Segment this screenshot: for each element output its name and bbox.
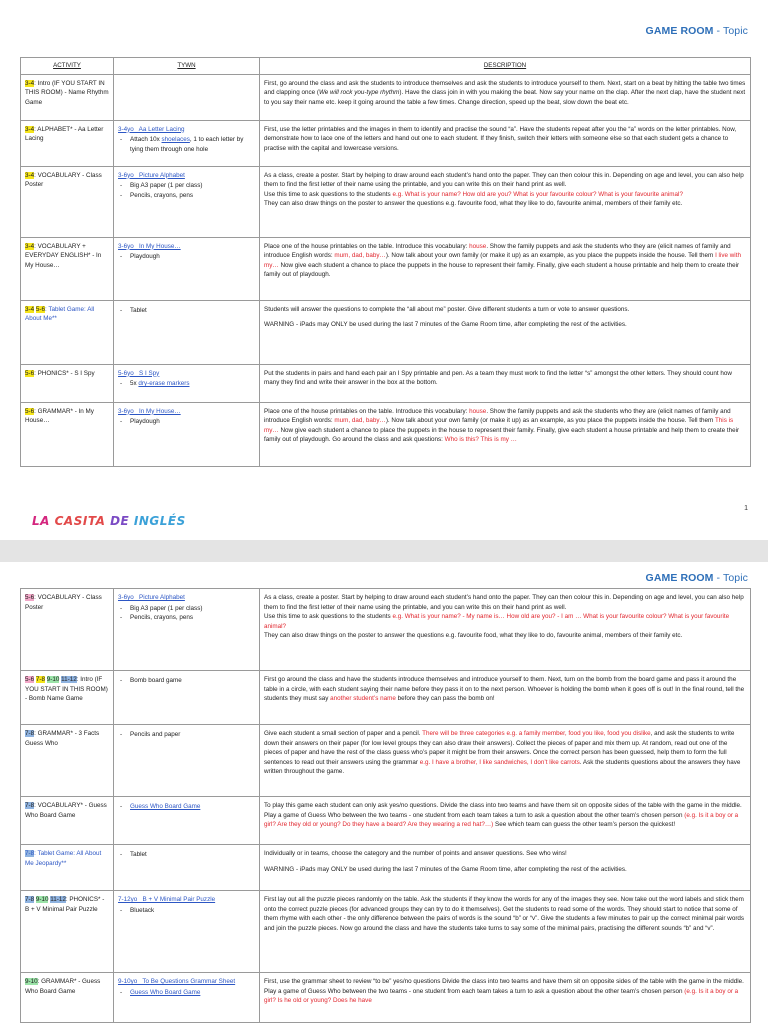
activity-title: : Intro (IF YOU START IN THIS ROOM) - Name Rhythm Game <box>25 79 109 106</box>
activity-title: : VOCABULARY + EVERYDAY ENGLISH* - In My House… <box>25 242 102 269</box>
tywn-item: - Tablet <box>118 850 255 860</box>
dry-erase-markers-link[interactable]: dry-erase markers <box>138 380 190 388</box>
activity-title: : GRAMMAR* - In My House… <box>25 407 94 425</box>
activity-title: : Tablet Game: All About Me** <box>25 305 95 323</box>
tywn-resource-link[interactable]: 3-4yo_ Aa Letter Lacing <box>118 125 185 133</box>
activity-cell <box>21 74 114 120</box>
age-tag: 7-8 <box>25 896 35 903</box>
tywn-item: - Playdough <box>118 252 255 262</box>
tywn-cell <box>114 891 260 973</box>
column-header-activity: ACTIVITY <box>21 58 114 75</box>
document-page-2 <box>0 562 768 1024</box>
table-row <box>21 845 751 891</box>
activity-cell <box>21 725 114 797</box>
description-cell: Students will answer the questions to complete the “all about me” poster. Give different students a turn or vote to answer questions. WARNING - iPads may ONLY be used during the last 7 minutes of the Game Room time, after completing the rest of the activities. <box>260 300 751 364</box>
description-cell: First go around the class and have the students introduce themselves and introduce yourself to them. Next, turn on the bomb from the board game and pass it around the table in a circle, with each student saying their name before they pass it on to the next person. Whoever is holding the bomb when it goes off is out! In the final round, tell the students they must say another student’s name before they can pass the bomb on! <box>260 671 751 725</box>
activity-cell <box>21 589 114 671</box>
age-tag: 11-12 <box>61 676 77 683</box>
table-header-row <box>21 58 751 75</box>
activity-table <box>20 588 751 1023</box>
description-cell: To play this game each student can only ask yes/no questions. Divide the class into two teams and have them sit on opposite sides of the table with the game in the middle. Play a game of Guess Who between the two teams - one student from each team takes a turn to ask a question about the other team’s chosen person (e.g. Is it a boy or a girl? Are they old or young? Do they have a beard? Are they wearing a red hat?…) See which team can guess the other team’s person the quickest! <box>260 797 751 845</box>
tywn-item: - Bomb board game <box>118 676 255 686</box>
table-row <box>21 725 751 797</box>
table-row <box>21 671 751 725</box>
description-cell: First, go around the class and ask the students to introduce themselves and ask the students to introduce yourself to them. Next, start on a beat by hitting the table two times and clapping once (We will rock you-type rhythm). Have the class join in with you making the beat. Now say your name on the clap. After the next clap, have the student next to you say their name etc. keep it going around the table a few times. Change direction, speed up the beat, slow down the beat etc. <box>260 74 751 120</box>
age-tag: 7-8 <box>25 802 35 809</box>
activity-title: : GRAMMAR* - 3 Facts Guess Who <box>25 730 100 747</box>
tywn-cell <box>114 300 260 364</box>
activity-cell <box>21 300 114 364</box>
tywn-item <box>118 988 255 998</box>
table-row <box>21 402 751 466</box>
age-tag: 7-8 <box>25 850 35 857</box>
age-tag: 3-4 <box>25 171 35 179</box>
age-tag: 5-6 <box>25 676 35 683</box>
description-cell: First, use the grammar sheet to review “to be” yes/no questions Divide the class into two teams and have them sit on opposite sides of the table with the game in the middle. Play a game of Guess Who between the two teams - one student from each team takes a turn to ask a question about the other team’s chosen person (e.g. Is it a boy or a girl? Is he old or young? Does he have <box>260 973 751 1023</box>
guess-who-board-game-link[interactable]: Guess Who Board Game <box>130 988 201 996</box>
tywn-item <box>118 802 255 812</box>
activity-title: : Intro (IF YOU START IN THIS ROOM) - Bomb Name Game <box>25 676 108 703</box>
activity-title: : PHONICS* - B + V Minimal Pair Puzzle <box>25 896 105 913</box>
table-row <box>21 166 751 237</box>
tywn-cell <box>114 797 260 845</box>
table-row <box>21 891 751 973</box>
tywn-cell <box>114 671 260 725</box>
table-row <box>21 364 751 402</box>
description-cell: As a class, create a poster. Start by helping to draw around each student’s hand onto the paper. They can then colour this in. Depending on age and level, you can also help them to find the first letter of their name using the printable, and you can write this on their hand print as well. Use this time to ask questions to the students e.g. What is your name? - My name is… How old are you? - I am … What is your favourite colour? What is your favourite animal? They can also draw things on the poster to answer the questions e.g. favourite food, what they like to do, favourite animal, members of their family etc. <box>260 589 751 671</box>
page-separator <box>0 540 768 562</box>
tywn-item: - Big A3 paper (1 per class) <box>118 604 255 614</box>
shoelaces-link[interactable]: shoelaces <box>161 136 190 144</box>
age-tag: 9-10 <box>35 896 49 903</box>
tywn-resource-link[interactable]: 3-6yo_ In My House… <box>118 407 181 415</box>
activity-table <box>20 57 751 467</box>
tywn-cell <box>114 725 260 797</box>
tywn-resource-link[interactable]: 3-6yo_ Picture Alphabet <box>118 171 185 179</box>
page-header: GAME ROOM - Topic <box>645 25 748 37</box>
activity-title: : VOCABULARY* - Guess Who Board Game <box>25 802 107 819</box>
description-cell: Individually or in teams, choose the category and the number of points and answer questions. See who wins! WARNING - iPads may ONLY be used during the last 7 minutes of the Game Room time, after completing the rest of the activities. <box>260 845 751 891</box>
tywn-item: - Pencils and paper <box>118 730 255 740</box>
tywn-resource-link[interactable]: 5-6yo_ S I Spy <box>118 369 160 377</box>
activity-title: : VOCABULARY - Class Poster <box>25 171 102 189</box>
activity-title: : ALPHABET* - Aa Letter Lacing <box>25 125 104 143</box>
tywn-item: - Pencils, crayons, pens <box>118 191 255 201</box>
age-tag: 3-4 <box>25 79 35 87</box>
tywn-item: - Big A3 paper (1 per class) <box>118 181 255 191</box>
tywn-cell <box>114 364 260 402</box>
activity-cell <box>21 237 114 300</box>
activity-title: : Tablet Game: All About Me Jeopardy** <box>25 850 102 867</box>
table-row <box>21 74 751 120</box>
table-row <box>21 300 751 364</box>
activity-cell <box>21 845 114 891</box>
age-tag: 9-10 <box>46 676 60 683</box>
tywn-cell <box>114 120 260 166</box>
description-cell: Put the students in pairs and hand each pair an I Spy printable and pen. As a team they must work to find the letter “s” amongst the other letters. They should count how many they find and write their answer in the box at the bottom. <box>260 364 751 402</box>
tywn-cell <box>114 74 260 120</box>
activity-cell <box>21 973 114 1023</box>
tywn-item: - 5x dry-erase markers <box>118 379 255 389</box>
tywn-cell <box>114 402 260 466</box>
age-tag: 5-6 <box>25 594 35 601</box>
table-row <box>21 589 751 671</box>
description-cell: First, use the letter printables and the images in them to identify and practise the sound “a”. Have the students repeat after you the “a” words on the letter printables. Now, demonstrate how to lace one of the letters and hand out one to each student. If they finish, switch their letters with someone else so that each student gets a chance to practise with the capital and lowercase versions. <box>260 120 751 166</box>
activity-cell <box>21 166 114 237</box>
table-row <box>21 797 751 845</box>
tywn-cell <box>114 845 260 891</box>
activity-cell <box>21 364 114 402</box>
activity-cell <box>21 671 114 725</box>
column-header-description: DESCRIPTION <box>260 58 751 75</box>
page-header: GAME ROOM - Topic <box>645 572 748 584</box>
column-header-tywn: TYWN <box>114 58 260 75</box>
age-tag: 3-4 <box>25 242 35 250</box>
tywn-cell <box>114 166 260 237</box>
activity-title: : PHONICS* - S I Spy <box>34 369 95 377</box>
tywn-item: - Tablet <box>118 306 255 316</box>
tywn-cell <box>114 237 260 300</box>
description-cell: As a class, create a poster. Start by helping to draw around each student’s hand onto the paper. They can then colour this in. Depending on age and level, you can also help them to find the first letter of their name using the printable, and you can write this on their hand print as well. Use this time to ask questions to the students e.g. What is your name? How old are you? What is your favourite colour? What is your favourite animal? They can also draw things on the poster to answer the questions e.g. favourite food, what they like to do, favourite animal, members of their family etc. <box>260 166 751 237</box>
tywn-item: - Playdough <box>118 417 255 427</box>
activity-cell <box>21 891 114 973</box>
table-row <box>21 237 751 300</box>
guess-who-board-game-link[interactable]: Guess Who Board Game <box>130 803 201 810</box>
page-number: 1 <box>744 505 748 512</box>
tywn-item: - Attach 10x shoelaces, 1 to each letter by tying them through one hole <box>118 135 255 154</box>
activity-title: : VOCABULARY - Class Poster <box>25 594 102 611</box>
table-row <box>21 973 751 1023</box>
tywn-item: - Pencils, crayons, pens <box>118 613 255 623</box>
age-tag: 5-6 <box>35 305 45 313</box>
activity-title: : GRAMMAR* - Guess Who Board Game <box>25 978 101 995</box>
table-row <box>21 120 751 166</box>
tywn-item: - Bluetack <box>118 906 255 916</box>
age-tag: 3-4 <box>25 305 35 313</box>
activity-cell <box>21 402 114 466</box>
tywn-resource-link[interactable]: 9-10yo_ To Be Questions Grammar Sheet <box>118 978 236 985</box>
tywn-resource-link[interactable]: 7-12yo_ B + V Minimal Pair Puzzle <box>118 896 216 903</box>
tywn-resource-link[interactable]: 3-6yo_ In My House… <box>118 242 181 250</box>
activity-cell <box>21 120 114 166</box>
age-tag: 5-6 <box>25 369 35 377</box>
description-cell: First lay out all the puzzle pieces randomly on the table. Ask the students if they know the words for any of the images they see. Now take out the word labels and stick them onto the correct puzzle pieces (for advanced groups they can try to do it themselves). Get the students to read some of the words. They should start to notice that some of them rhyme with each other - the only difference between the pairs of words is the sound “b” or “v”. Give the students a few minutes to pair up the correct minimal pair words and join the puzzle pieces. Now go around the class and have the students take turns to say some of the minimal pairs, practising the different sounds “b” and “v”. <box>260 891 751 973</box>
age-tag: 11-12 <box>50 896 66 903</box>
age-tag: 9-10 <box>25 978 38 985</box>
description-cell: Give each student a small section of paper and a pencil. There will be three categories e.g. a family member, food you like, food you dislike, and ask the students to write down their answers on their paper (for low level groups they can also draw their answers). Collect the pieces of paper and mix them up. At random, read out one of the pieces of paper and have the rest of the class guess who’s paper it might be from their answers. Once the correct person has been guessed, help them to form the full sentences to read out their answers using the grammar e.g. I have a brother, I like sandwiches, I don’t like carrots. Ask the students questions about the answers they have written throughout the game. <box>260 725 751 797</box>
description-cell: Place one of the house printables on the table. Introduce this vocabulary: house. Show the family puppets and ask the students who they are (elicit names of family and introduce English words: mum, dad, baby…). Now talk about your own family (or make it up) as an example, as you place the puppets inside the house. Tell them This is my… Now give each student a chance to place the puppets in the house to represent their family. Finally, give each student a house printable and help them to create their family out of playdough. Go around the class and ask questions: Who is this? This is my … <box>260 402 751 466</box>
age-tag: 7-8 <box>35 676 45 683</box>
age-tag: 3-4 <box>25 125 35 133</box>
description-cell: Place one of the house printables on the table. Introduce this vocabulary: house. Show the family puppets and ask the students who they are (elicit names of family and introduce English words: mum, dad, baby…). Now talk about your own family (or make it up) as an example, as you place the puppets inside the house. Tell them I live with my… Now give each student a chance to place the puppets in the house to represent their family. Finally, give each student a house printable and help them to create their family out of playdough. <box>260 237 751 300</box>
activity-cell <box>21 797 114 845</box>
tywn-resource-link[interactable]: 3-6yo_ Picture Alphabet <box>118 594 185 601</box>
tywn-cell <box>114 589 260 671</box>
brand-logo: LA CASITA DE INGLÉS <box>32 514 186 528</box>
tywn-cell <box>114 973 260 1023</box>
age-tag: 7-8 <box>25 730 35 737</box>
age-tag: 5-6 <box>25 407 35 415</box>
